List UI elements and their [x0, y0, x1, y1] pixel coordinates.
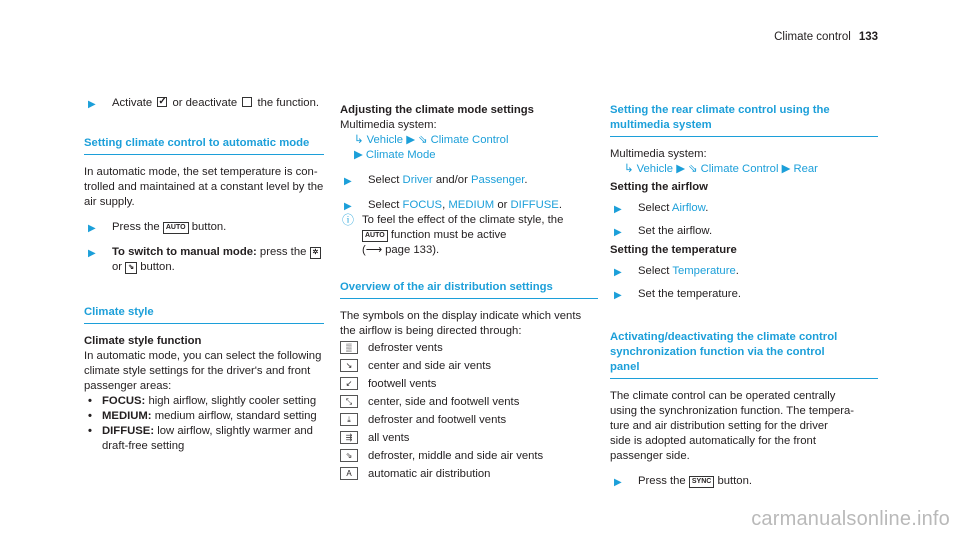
menu-path: ↳ Vehicle ▶ ⇘ Climate Control ▶ Rear — [624, 163, 818, 175]
step-select-temperature: ▶ Select Temperature. — [614, 265, 739, 278]
bullet-focus: • FOCUS: high airflow, slightly cooler setting — [88, 395, 317, 407]
fan-key-icon: ✲ — [310, 247, 322, 259]
step-set-airflow: ▶ Set the airflow. — [614, 225, 713, 238]
path-chevron-icon: ▶ — [676, 163, 689, 175]
step-select-airflow: ▶ Select Airflow. — [614, 202, 709, 215]
footwell-vents-icon: ↙ — [340, 377, 358, 390]
section-title-climate-style: Climate style — [84, 305, 324, 324]
climate-fan-icon: ⇘ — [688, 163, 698, 175]
subheading-adjust-climate-mode: Adjusting the climate mode settings — [340, 104, 534, 116]
path-arrow-icon: ↳ — [624, 163, 634, 175]
menu-path-cont: ▶ Climate Mode — [354, 149, 436, 161]
step-select-style: ▶ Select FOCUS, MEDIUM or DIFFUSE. — [344, 199, 562, 212]
step-select-driver: ▶ Select Driver and/or Passenger. — [344, 174, 528, 187]
air-distribution-key-icon: ⇘ — [125, 262, 137, 274]
symbol-row: ⤓ defroster and footwell vents — [340, 413, 598, 428]
multimedia-system-label: Multimedia system: — [610, 148, 707, 160]
symbol-row: ↙ footwell vents — [340, 377, 598, 392]
path-chevron-icon: ▶ — [406, 134, 419, 146]
multimedia-system-label: Multimedia system: — [340, 119, 437, 131]
step-arrow-icon: ▶ — [88, 99, 96, 110]
path-chevron-icon: ▶ — [354, 149, 366, 161]
bullet-medium: • MEDIUM: medium airflow, standard setting — [88, 410, 317, 422]
air-distribution-paragraph: The symbols on the display indicate which vents the airflow is being directed through: — [340, 310, 582, 337]
auto-air-distribution-icon: A — [340, 467, 358, 480]
defrost-middle-side-icon: ⇘ — [340, 449, 358, 462]
page-ref-arrow-icon: ⟶ — [365, 244, 382, 256]
watermark: carmanualsonline.info — [751, 508, 950, 530]
symbol-row: ⇘ defroster, middle and side air vents — [340, 449, 598, 464]
subheading-airflow: Setting the airflow — [610, 181, 708, 193]
section-title-air-distribution: Overview of the air distribution settings — [340, 280, 598, 299]
path-arrow-icon: ↳ — [354, 134, 364, 146]
step-press-auto: ▶ Press the AUTO button. — [88, 221, 227, 234]
step-set-temperature: ▶ Set the temperature. — [614, 288, 741, 301]
checkbox-empty-icon — [242, 97, 252, 107]
symbol-row: ▒ defroster vents — [340, 341, 598, 356]
step-arrow-icon: ▶ — [344, 201, 352, 212]
menu-path: ↳ Vehicle ▶ ⇘ Climate Control — [354, 134, 509, 146]
symbol-row: A automatic air distribution — [340, 467, 598, 482]
symbol-row: ↘ center and side air vents — [340, 359, 598, 374]
subheading-climate-style-function: Climate style function — [84, 335, 202, 347]
defrost-icon: ▒ — [340, 341, 358, 354]
info-note: ⓘ To feel the effect of the climate style, the AUTO function must be active (⟶ page 133). — [342, 213, 564, 256]
center-side-footwell-icon: ⤡ — [340, 395, 358, 408]
defrost-footwell-icon: ⤓ — [340, 413, 358, 426]
step-activate: ▶ Activate ✓ or deactivate the function. — [84, 96, 324, 111]
auto-key-icon: AUTO — [362, 230, 388, 242]
checkbox-checked-icon — [157, 97, 167, 107]
page-header — [774, 30, 878, 45]
sync-paragraph: The climate control can be operated centrally using the synchronization function. The tempera- ture and air distribution setting for the driver side is adopted automatically for the front passenger side. — [610, 390, 855, 462]
column-right — [610, 103, 878, 489]
section-title-rear-climate: Setting the rear climate control using the multimedia system — [610, 103, 878, 137]
air-distribution-symbol-list — [340, 341, 598, 482]
bullet-diffuse: • DIFFUSE: low airflow, slightly warmer and draft-free setting — [88, 425, 313, 452]
sync-key-icon: SYNC — [689, 476, 714, 488]
step-arrow-icon: ▶ — [614, 227, 622, 238]
column-left — [84, 96, 324, 454]
step-arrow-icon: ▶ — [614, 204, 622, 215]
step-press-sync: ▶ Press the SYNC button. — [614, 475, 753, 488]
symbol-row: ⤡ center, side and footwell vents — [340, 395, 598, 410]
path-chevron-icon: ▶ — [781, 163, 794, 175]
auto-mode-paragraph: In automatic mode, the set temperature is con- trolled and maintained at a constant level by the air supply. — [84, 166, 324, 208]
section-title-auto-mode: Setting climate control to automatic mode — [84, 136, 324, 155]
step-arrow-icon: ▶ — [88, 248, 96, 259]
climate-fan-icon: ⇘ — [418, 134, 428, 146]
page-number: 133 — [858, 31, 878, 43]
center-side-vents-icon: ↘ — [340, 359, 358, 372]
step-arrow-icon: ▶ — [614, 290, 622, 301]
info-icon: ⓘ — [342, 213, 355, 227]
step-arrow-icon: ▶ — [344, 176, 352, 187]
all-vents-icon: ⇶ — [340, 431, 358, 444]
step-arrow-icon: ▶ — [614, 267, 622, 278]
auto-key-icon: AUTO — [163, 222, 189, 234]
column-middle — [340, 103, 598, 482]
section-title-sync: Activating/deactivating the climate control synchronization function via the control panel — [610, 330, 878, 379]
climate-style-paragraph: In automatic mode, you can select the following climate style settings for the driver's and front passenger areas: — [84, 350, 322, 392]
page-header-title: Climate control — [774, 31, 851, 43]
subheading-temperature: Setting the temperature — [610, 244, 737, 256]
symbol-row: ⇶ all vents — [340, 431, 598, 446]
step-arrow-icon: ▶ — [614, 477, 622, 488]
step-arrow-icon: ▶ — [88, 223, 96, 234]
step-manual-mode: ▶ To switch to manual mode: press the ✲ or ⇘ button. — [84, 245, 324, 275]
